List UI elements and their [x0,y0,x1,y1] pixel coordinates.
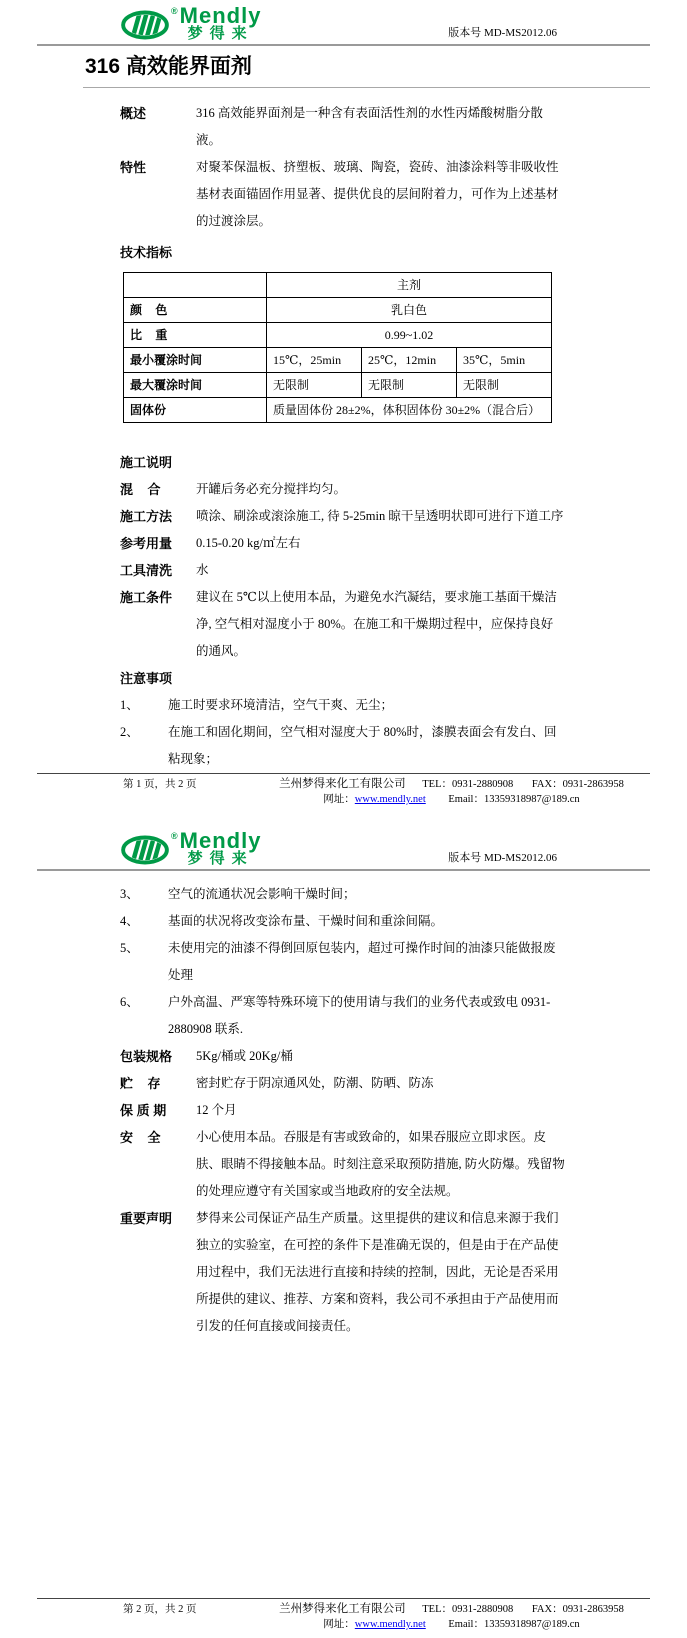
conditions-label: 施工条件 [120,590,173,605]
table-cell-min-recoat-label: 最小覆涂时间 [124,348,267,373]
table-cell-solids-label: 固体份 [124,398,267,423]
note-number: 4、 [120,914,139,928]
page2-footer [37,1598,650,1638]
safety-label: 安 全 [120,1130,161,1145]
note-item-6 [120,989,565,1043]
note-number: 6、 [120,995,139,1009]
table-cell-min-recoat-35: 35℃，5min [457,348,552,373]
note-item-2 [120,719,565,773]
table-cell-color-label: 颜 色 [124,298,267,323]
version-number: 版本号 MD-MS2012.06 [448,27,557,39]
page-number-info: 第 2 页，共 2 页 [123,1604,197,1615]
tech-spec-heading: 技术指标 [120,245,173,260]
packaging-text: 5Kg/桶或 20Kg/桶 [196,1049,293,1063]
table-cell-gravity-value: 0.99~1.02 [267,323,552,348]
page-header [37,0,650,46]
note-number: 5、 [120,941,139,955]
table-row [124,348,552,373]
note-number: 3、 [120,887,139,901]
footer-web-line [253,1617,650,1632]
note-item-4 [120,908,565,935]
page-number-info: 第 1 页，共 2 页 [123,779,197,790]
note-number: 1、 [120,698,139,712]
table-row [124,398,552,423]
footer-contact-line [253,1602,650,1617]
website-row [323,794,425,805]
note-text: 未使用完的油漆不得倒回原包装内，超过可操作时间的油漆只能做报废处理 [168,941,556,982]
website-link[interactable]: www.mendly.net [354,1619,426,1630]
dosage-text: 0.15-0.20 kg/㎡左右 [196,536,301,550]
table-cell-min-recoat-25: 25℃，12min [362,348,457,373]
table-header-main-agent: 主剂 [267,273,552,298]
page-1 [0,0,687,805]
construction-heading: 施工说明 [120,455,173,470]
overview-row [120,100,565,154]
page-title: 316 高效能界面剂 [83,54,650,88]
footer-contact-line [253,777,650,792]
note-text: 在施工和固化期间，空气相对湿度大于 80%时，漆膜表面会有发白、回粘现象； [168,725,557,766]
safety-row [120,1124,565,1205]
brand-name-cn: 梦得来 [187,850,254,867]
table-cell-max-recoat-2: 无限制 [362,373,457,398]
note-item-5 [120,935,565,989]
shelf-life-text: 12 个月 [196,1103,237,1117]
tool-cleaning-row [120,557,565,584]
table-cell-color-value: 乳白色 [267,298,552,323]
table-row [124,373,552,398]
note-item-3 [120,881,565,908]
logo-wordmark [179,828,262,867]
company-tel: TEL：0931-2880908 [422,1604,514,1615]
table-cell-max-recoat-3: 无限制 [457,373,552,398]
mendly-logo [120,828,262,867]
packaging-label: 包装规格 [120,1049,173,1064]
conditions-row [120,584,565,665]
website-row [323,1619,425,1630]
page1-footer [37,773,650,813]
table-cell-empty [124,273,267,298]
disclaimer-row [120,1205,565,1340]
feature-text: 对聚苯保温板、挤塑板、玻璃、陶瓷，瓷砖、油漆涂料等非吸收性基材表面锚固作用显著、提供优良的层间附着力，可作为上述基材的过渡涂层。 [196,160,559,228]
note-item-1 [120,692,565,719]
page-header [37,825,650,871]
email-row [448,794,579,805]
page1-content [120,100,565,773]
feature-label: 特性 [120,160,147,175]
website-label: 网址： [323,794,355,805]
mixing-row [120,476,565,503]
table-row [124,323,552,348]
note-text: 基面的状况将改变涂布量、干燥时间和重涂间隔。 [168,914,444,928]
company-name: 兰州梦得来化工有限公司 [279,778,406,790]
page2-content [120,881,565,1340]
overview-label: 概述 [120,106,147,121]
logo-ellipse-icon [120,833,170,867]
disclaimer-label: 重要声明 [120,1211,173,1226]
footer-web-line [253,792,650,807]
storage-text: 密封贮存于阴凉通风处，防潮、防晒、防冻 [196,1076,434,1090]
page-2 [0,770,687,1638]
table-cell-gravity-label: 比 重 [124,323,267,348]
spec-table [123,272,552,423]
tool-cleaning-text: 水 [196,563,209,577]
email-label: Email： [448,794,484,805]
logo-ellipse-icon [120,8,170,42]
table-cell-max-recoat-1: 无限制 [267,373,362,398]
email-row [448,1619,579,1630]
website-link[interactable]: www.mendly.net [354,794,426,805]
mixing-label: 混 合 [120,482,161,497]
storage-label: 贮 存 [120,1076,161,1091]
note-text: 空气的流通状况会影响干燥时间； [168,887,356,901]
company-fax: FAX：0931-2863958 [531,779,624,790]
registered-trademark-icon: ® [171,6,178,16]
email-label: Email： [448,1619,484,1630]
brand-name-en: Mendly [179,828,262,853]
dosage-row [120,530,565,557]
overview-text: 316 高效能界面剂是一种含有表面活性剂的水性丙烯酸树脂分散液。 [196,106,543,147]
company-name: 兰州梦得来化工有限公司 [279,1603,406,1615]
table-row [124,273,552,298]
storage-row [120,1070,565,1097]
version-number: 版本号 MD-MS2012.06 [448,852,557,864]
table-cell-solids-value: 质量固体份 28±2%，体积固体份 30±2%（混合后） [267,398,552,423]
note-number: 2、 [120,725,139,739]
disclaimer-text: 梦得来公司保证产品生产质量。这里提供的建议和信息来源于我们独立的实验室，在可控的条件下是准确无误的，但是由于在产品使用过程中，我们无法进行直接和持续的控制，因此，无论是否采用所提供的建议、推荐、方案和资料，我公司不承担由于产品使用而引发的任何直接或间接责任。 [196,1211,559,1333]
footer-company-block [253,1602,650,1632]
safety-text: 小心使用本品。吞服是有害或致命的，如果吞服应立即求医。皮肤、眼睛不得接触本品。时刻注意采取预防措施, 防火防爆。残留物的处理应遵守有关国家或当地政府的安全法规。 [196,1130,565,1198]
company-tel: TEL：0931-2880908 [422,779,514,790]
table-row [124,298,552,323]
method-text: 喷涂、刷涂或滚涂施工, 待 5-25min 晾干呈透明状即可进行下道工序 [196,509,564,523]
company-fax: FAX：0931-2863958 [531,1604,624,1615]
footer-company-block [253,777,650,807]
feature-row [120,154,565,235]
tool-cleaning-label: 工具清洗 [120,563,173,578]
logo-wordmark [179,3,262,42]
email-value: 13359318987@189.cn [483,1619,580,1630]
note-text: 施工时要求环境清洁，空气干爽、无尘； [168,698,394,712]
packaging-row [120,1043,565,1070]
registered-trademark-icon: ® [171,831,178,841]
table-cell-max-recoat-label: 最大覆涂时间 [124,373,267,398]
dosage-label: 参考用量 [120,536,173,551]
notes-heading: 注意事项 [120,671,173,686]
brand-name-en: Mendly [179,3,262,28]
mixing-text: 开罐后务必充分搅拌均匀。 [196,482,347,496]
shelf-life-row [120,1097,565,1124]
website-label: 网址： [323,1619,355,1630]
method-label: 施工方法 [120,509,173,524]
method-row [120,503,565,530]
table-cell-min-recoat-15: 15℃，25min [267,348,362,373]
mendly-logo [120,3,262,42]
brand-name-cn: 梦得来 [187,25,254,42]
shelf-life-label: 保 质 期 [120,1103,167,1118]
conditions-text: 建议在 5℃以上使用本品，为避免水汽凝结，要求施工基面干燥洁净, 空气相对湿度小于 80%。在施工和干燥期过程中，应保持良好的通风。 [196,590,557,658]
email-value: 13359318987@189.cn [483,794,580,805]
note-text: 户外高温、严寒等特殊环境下的使用请与我们的业务代表或致电 0931-2880908 联系. [168,995,551,1036]
